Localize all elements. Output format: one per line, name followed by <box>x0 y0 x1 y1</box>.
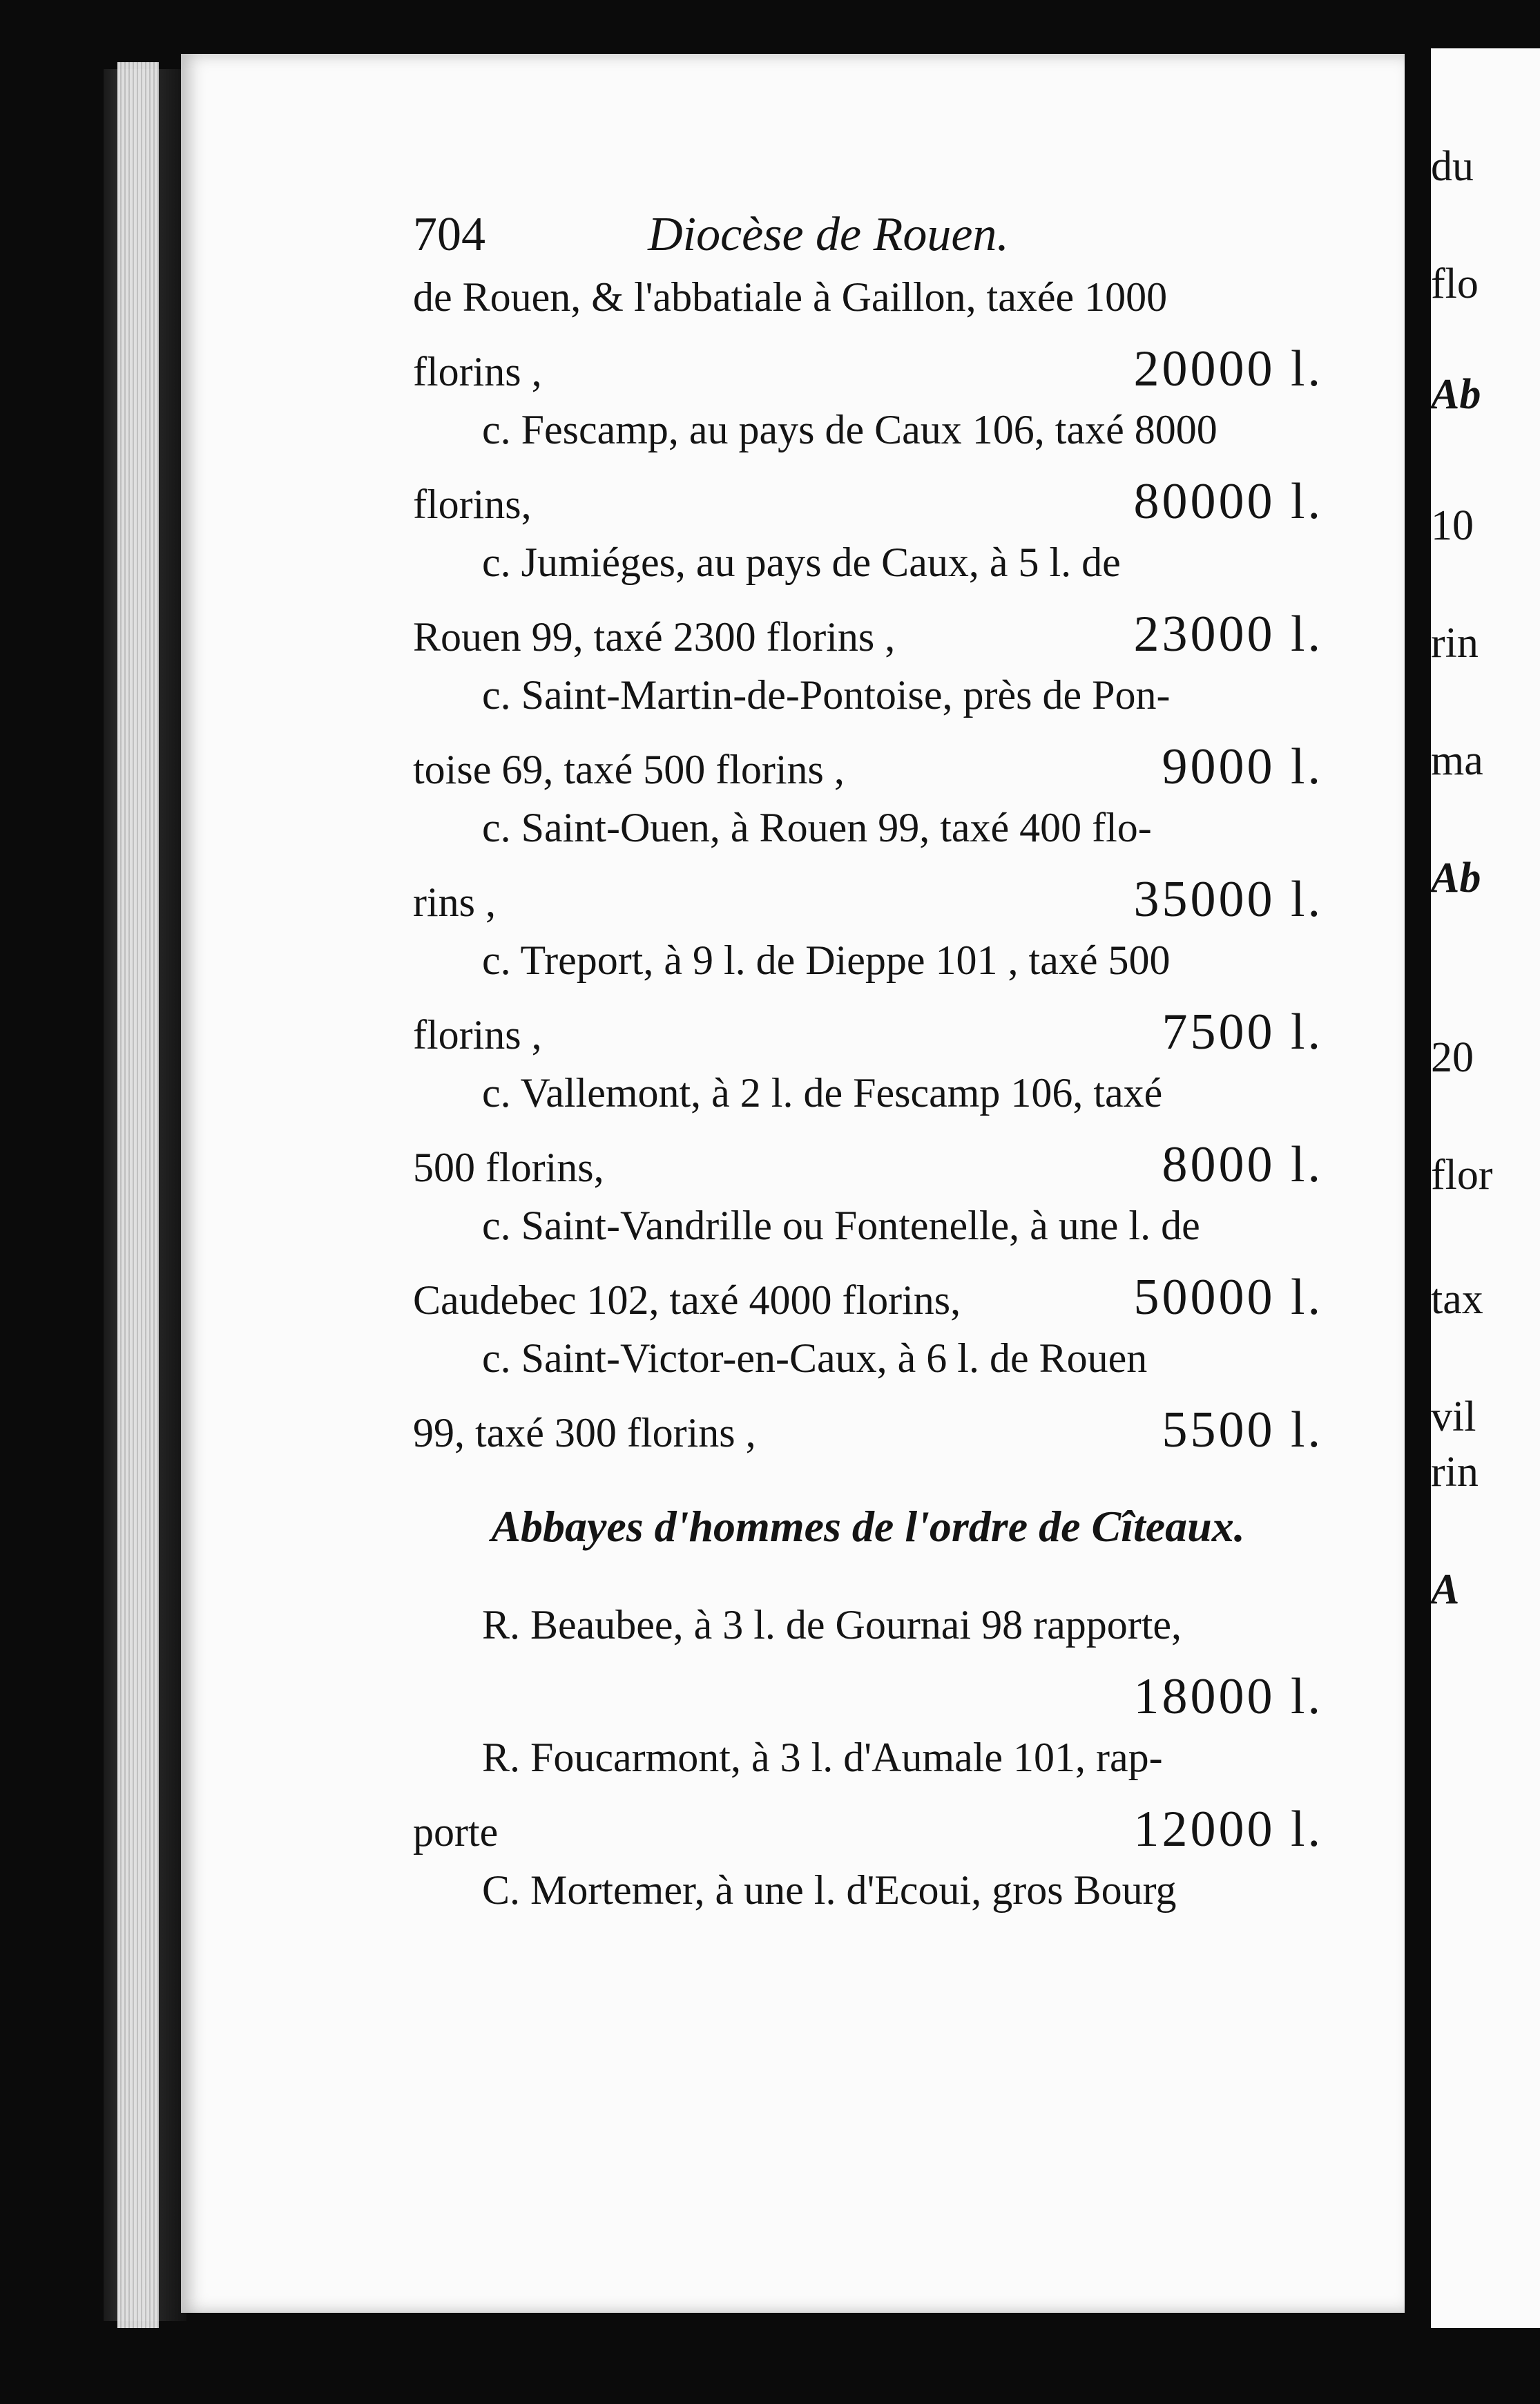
text-line <box>413 274 1323 340</box>
text-line <box>413 539 1323 605</box>
line-text: florins , <box>413 1012 542 1058</box>
text-line <box>413 804 1323 870</box>
page-header <box>413 207 1323 274</box>
text-line <box>413 1202 1323 1268</box>
line-text: c. Saint-Martin-de-Pontoise, près de Pon- <box>482 672 1171 718</box>
right-page-fragment: ma <box>1431 737 1483 784</box>
section-entry-list <box>413 1601 1323 1933</box>
line-amount: 18000 l. <box>1133 1668 1323 1725</box>
right-page-fragment: flo <box>1431 260 1479 307</box>
right-page-fragment: du <box>1431 143 1474 190</box>
line-text: c. Vallemont, à 2 l. de Fescamp 106, taxé <box>482 1070 1163 1116</box>
line-text: c. Saint-Ouen, à Rouen 99, taxé 400 flo- <box>482 805 1152 850</box>
line-amount: 20000 l. <box>1133 341 1323 397</box>
text-line <box>413 1335 1323 1401</box>
text-line <box>413 340 1323 406</box>
line-amount: 50000 l. <box>1133 1269 1323 1326</box>
line-text: C. Mortemer, à une l. d'Ecoui, gros Bourg <box>482 1867 1177 1913</box>
line-text: porte <box>413 1809 499 1855</box>
section-heading: Abbayes d'hommes de l'ordre de Cîteaux. <box>491 1502 1245 1551</box>
line-amount: 80000 l. <box>1133 473 1323 530</box>
running-title: Diocèse de Rouen. <box>648 208 1009 261</box>
line-text: de Rouen, & l'abbatiale à Gaillon, taxée 1000 <box>413 274 1168 320</box>
right-page-fragment: vil <box>1431 1393 1476 1440</box>
page-edges <box>117 62 159 2328</box>
text-line <box>413 870 1323 937</box>
text-line <box>413 738 1323 804</box>
line-text: c. Jumiéges, au pays de Caux, à 5 l. de <box>482 540 1121 585</box>
text-line <box>413 1734 1323 1800</box>
line-amount: 35000 l. <box>1133 871 1323 928</box>
text-line <box>413 605 1323 671</box>
text-line <box>413 937 1323 1003</box>
line-text: florins, <box>413 481 532 527</box>
line-text: c. Saint-Vandrille ou Fontenelle, à une l. de <box>482 1203 1200 1248</box>
line-text: R. Foucarmont, à 3 l. d'Aumale 101, rap- <box>482 1735 1163 1780</box>
page-number: 704 <box>413 208 485 261</box>
text-line <box>413 1268 1323 1335</box>
text-line <box>413 1401 1323 1467</box>
line-text: R. Beaubee, à 3 l. de Gournai 98 rapporte, <box>482 1602 1182 1648</box>
text-line <box>413 1601 1323 1668</box>
text-line <box>413 1069 1323 1136</box>
right-page-fragment: A <box>1431 1566 1460 1613</box>
right-page <box>1431 48 1540 2328</box>
line-text: c. Saint-Victor-en-Caux, à 6 l. de Rouen <box>482 1335 1148 1381</box>
line-text: rins , <box>413 879 496 925</box>
right-page-fragment: Ab <box>1431 371 1481 418</box>
text-line <box>413 473 1323 539</box>
entry-list <box>413 274 1323 1467</box>
text-line <box>413 1136 1323 1202</box>
line-text: 500 florins, <box>413 1145 604 1190</box>
line-amount: 23000 l. <box>1133 606 1323 662</box>
line-text: c. Fescamp, au pays de Caux 106, taxé 8000 <box>482 407 1217 452</box>
line-text: c. Treport, à 9 l. de Dieppe 101 , taxé 500 <box>482 937 1171 983</box>
line-text: florins , <box>413 349 542 394</box>
page-content <box>413 207 1323 1933</box>
text-line <box>413 1867 1323 1933</box>
line-text: 99, taxé 300 florins , <box>413 1410 756 1456</box>
right-page-fragment: 20 <box>1431 1034 1474 1081</box>
text-line <box>413 1668 1323 1734</box>
text-line <box>413 1003 1323 1069</box>
right-page-fragment: flor <box>1431 1152 1493 1199</box>
line-text: toise 69, taxé 500 florins , <box>413 747 845 792</box>
right-page-fragment: tax <box>1431 1276 1483 1323</box>
right-page-fragment: rin <box>1431 620 1479 667</box>
line-amount: 8000 l. <box>1162 1136 1323 1193</box>
text-line <box>413 406 1323 473</box>
line-amount: 7500 l. <box>1162 1004 1323 1060</box>
right-page-fragment: rin <box>1431 1449 1479 1496</box>
line-text: Rouen 99, taxé 2300 florins , <box>413 614 896 660</box>
line-amount: 5500 l. <box>1162 1402 1323 1458</box>
line-text: Caudebec 102, taxé 4000 florins, <box>413 1277 961 1323</box>
line-amount: 9000 l. <box>1162 738 1323 795</box>
right-page-fragment: Ab <box>1431 855 1481 902</box>
text-line <box>413 671 1323 738</box>
text-line <box>413 1800 1323 1867</box>
right-page-fragment: 10 <box>1431 502 1474 549</box>
line-amount: 12000 l. <box>1133 1801 1323 1858</box>
